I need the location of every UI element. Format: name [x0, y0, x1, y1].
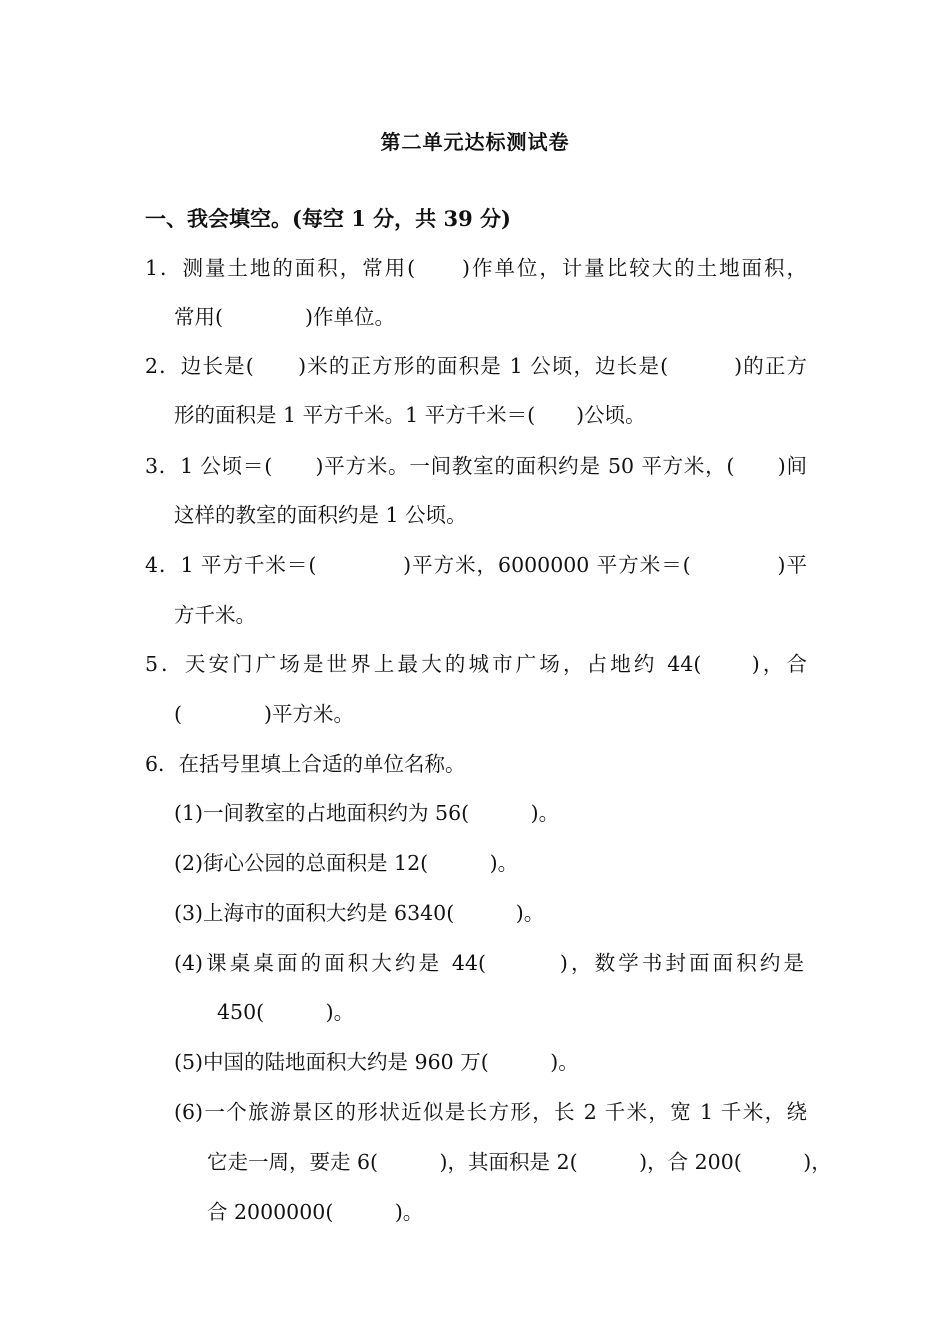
- section-heading: 一、我会填空。(每空 1 分，共 39 分): [145, 206, 511, 231]
- question-6-item-4-line-1: (4)课桌桌面的面积大约是 44( )，数学书封面面积约是: [174, 951, 804, 975]
- page-title: 第二单元达标测试卷: [380, 130, 570, 154]
- question-2-line-2: 形的面积是 1 平方千米。1 平方千米＝( )公顷。: [174, 403, 646, 427]
- question-5-line-2: ( )平方米。: [174, 702, 354, 726]
- question-6-heading: 6．在括号里填上合适的单位名称。: [145, 752, 466, 776]
- question-4-line-1: 4．1 平方千米＝( )平方米，6000000 平方米＝( )平: [145, 553, 807, 577]
- question-6-item-2: (2)街心公园的总面积是 12( )。: [174, 851, 519, 875]
- question-6-item-6-line-2: 它走一周，要走 6( )，其面积是 2( )，合 200( )，: [207, 1150, 832, 1174]
- question-5-line-1: 5．天安门广场是世界上最大的城市广场，占地约 44( )，合: [145, 652, 807, 676]
- question-4-line-2: 方千米。: [174, 603, 256, 627]
- question-6-item-1: (1)一间教室的占地面积约为 56( )。: [174, 801, 560, 825]
- question-6-item-3: (3)上海市的面积大约是 6340( )。: [174, 901, 545, 925]
- question-1-line-2: 常用( )作单位。: [174, 305, 395, 329]
- question-6-item-6-line-3: 合 2000000( )。: [207, 1200, 424, 1224]
- question-3-line-1: 3．1 公顷＝( )平方米。一间教室的面积约是 50 平方米，( )间: [145, 454, 807, 478]
- question-6-item-6-line-1: (6)一个旅游景区的形状近似是长方形，长 2 千米，宽 1 千米，绕: [174, 1100, 807, 1124]
- question-3-line-2: 这样的教室的面积约是 1 公顷。: [174, 503, 467, 527]
- question-6-item-5: (5)中国的陆地面积大约是 960 万( )。: [174, 1050, 579, 1074]
- question-2-line-1: 2．边长是( )米的正方形的面积是 1 公顷，边长是( )的正方: [145, 354, 807, 378]
- question-1-line-1: 1．测量土地的面积，常用( )作单位，计量比较大的土地面积，: [145, 256, 807, 280]
- question-6-item-4-line-2: 450( )。: [217, 1000, 355, 1024]
